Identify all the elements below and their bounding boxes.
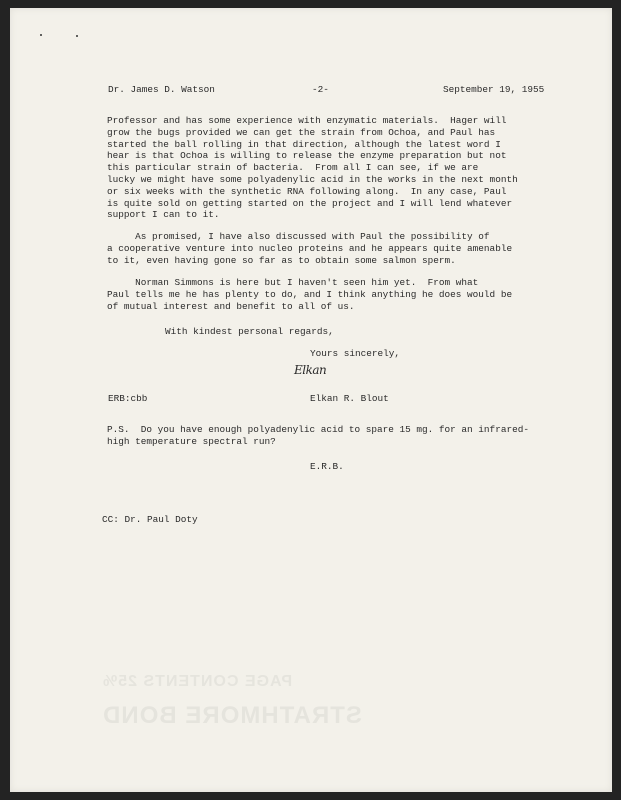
cc-line: CC: Dr. Paul Doty <box>102 514 198 525</box>
letter-date: September 19, 1955 <box>443 84 545 95</box>
paragraph-1 <box>107 115 567 221</box>
typist-initials: ERB:cbb <box>108 393 148 404</box>
text-line: Norman Simmons is here but I haven't seen him yet. From what <box>107 277 479 288</box>
text-line: P.S. Do you have enough polyadenylic acid to spare 15 mg. for an infrared- <box>107 424 529 435</box>
page-number: -2- <box>312 84 329 95</box>
text-line: high temperature spectral run? <box>107 435 276 447</box>
closing: Yours sincerely, <box>310 348 401 359</box>
handwritten-signature: Elkan <box>294 363 327 377</box>
text-line: this particular strain of bacteria. From all I can see, if we are <box>107 162 479 174</box>
letter-content <box>10 8 612 792</box>
text-line: or six weeks with the synthetic RNA following along. In any case, Paul <box>107 185 507 197</box>
text-line: As promised, I have also discussed with Paul the possibility of <box>107 231 490 242</box>
watermark-line-2: STRATHMORE BOND <box>102 702 362 729</box>
text-line: Professor and has some experience with enzymatic materials. Hager will <box>107 115 507 126</box>
paragraph-2 <box>107 231 567 266</box>
text-line: started the ball rolling in that direction, although the latest word I <box>107 138 501 150</box>
text-line: support I can to it. <box>107 209 220 221</box>
ps-initials: E.R.B. <box>310 461 344 472</box>
typed-signature: Elkan R. Blout <box>310 393 389 404</box>
text-line: grow the bugs provided we can get the strain from Ochoa, and Paul has <box>107 126 496 138</box>
text-line: lucky we might have some polyadenylic acid in the works in the next month <box>107 173 518 185</box>
paper-speck <box>76 35 78 37</box>
text-line: Paul tells me he has plenty to do, and I think anything he does would be <box>107 288 513 300</box>
text-line: to it, even having gone so far as to obtain some salmon sperm. <box>107 254 456 266</box>
watermark-line-1: PAGE CONTENTS 25% <box>102 673 293 690</box>
paper-speck <box>40 34 42 36</box>
kind-regards: With kindest personal regards, <box>165 326 334 337</box>
text-line: is quite sold on getting started on the project and I will lend whatever <box>107 197 513 209</box>
letter-page <box>10 8 612 792</box>
text-line: a cooperative venture into nucleo proteins and he appears quite amenable <box>107 242 513 254</box>
text-line: of mutual interest and benefit to all of us. <box>107 300 355 312</box>
paragraph-3 <box>107 277 567 312</box>
recipient-name: Dr. James D. Watson <box>108 84 215 95</box>
postscript <box>107 424 587 448</box>
text-line: hear is that Ochoa is willing to release the enzyme preparation but not <box>107 150 507 162</box>
